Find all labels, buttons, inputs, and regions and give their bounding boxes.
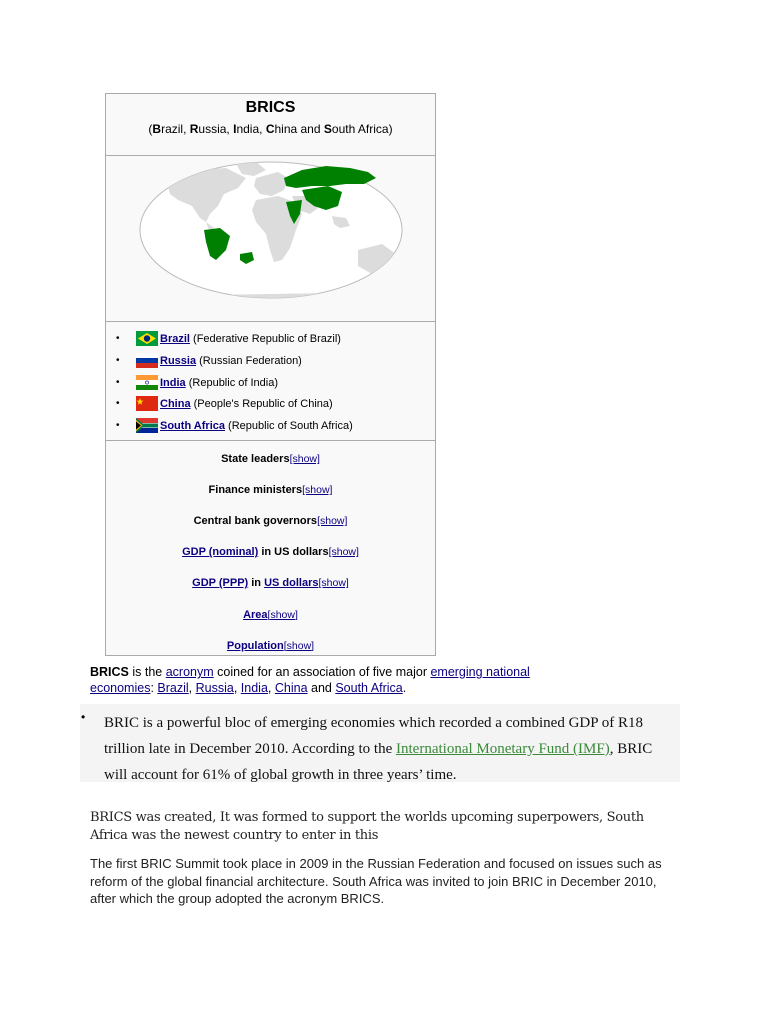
highlight-text-part: BRIC is a powerful bloc of emerging economies which recorded a combined GDP of R18 trillion late in December 2010. According to the	[104, 715, 644, 757]
subtitle-part: I	[233, 122, 237, 136]
collapsible-row	[106, 639, 435, 653]
subtitle-part: ndia,	[236, 122, 266, 136]
brazil-flag-icon	[136, 331, 158, 346]
member-description: (Republic of India)	[185, 376, 278, 389]
intro-text: :	[150, 680, 158, 695]
row-link[interactable]: Population	[226, 639, 284, 652]
subtitle-part: hina and	[274, 122, 324, 136]
row-label: in US dollars	[258, 546, 329, 559]
infobox-subtitle	[106, 122, 435, 136]
subtitle-part: B	[152, 122, 162, 136]
intro-text: .	[402, 680, 407, 695]
intro-bold-term: BRICS	[90, 665, 129, 679]
link-acronym[interactable]: acronym	[165, 665, 214, 679]
show-toggle[interactable]: [show]	[283, 639, 315, 652]
link-emerging-national[interactable]: emerging national	[430, 665, 530, 679]
member-entry	[160, 394, 333, 414]
row-label: Finance ministers	[208, 484, 303, 497]
intro-text: is the	[128, 665, 166, 679]
member-description: (Russian Federation)	[196, 354, 302, 367]
intro-paragraph: BRICS is the acronym coined for an association of five major emerging national economies: Brazil, Russia, India, China and South Africa.	[90, 665, 530, 695]
paragraph-created: BRICS was created, It was formed to support the worlds upcoming superpowers, South Africa was the newest country to enter in this	[90, 810, 644, 843]
highlight-text-part: , BRIC will account for 61% of global growth in three years’ time.	[104, 741, 653, 783]
subtitle-part: razil,	[161, 122, 190, 136]
row-label: in	[248, 577, 265, 590]
russia-flag-icon	[136, 353, 158, 368]
collapsible-row	[106, 514, 435, 528]
collapsible-row	[106, 608, 435, 622]
member-description: (Federative Republic of Brazil)	[189, 333, 341, 345]
row-link[interactable]: Area	[243, 608, 268, 621]
show-toggle[interactable]: [show]	[317, 515, 348, 528]
member-entry	[160, 373, 278, 393]
link-china[interactable]: China	[274, 680, 308, 695]
show-toggle[interactable]: [show]	[328, 546, 359, 559]
member-description: (People's Republic of China)	[190, 398, 333, 411]
intro-text: and	[307, 680, 336, 695]
infobox-header	[106, 94, 435, 156]
link-brazil[interactable]: Brazil	[157, 680, 189, 695]
show-toggle[interactable]: [show]	[267, 608, 298, 621]
collapsible-row	[106, 483, 435, 497]
row-link[interactable]: US dollars	[264, 577, 319, 590]
india-flag-icon	[136, 375, 158, 390]
member-link[interactable]: Russia	[160, 354, 197, 367]
member-description: (Republic of South Africa)	[225, 420, 353, 433]
subtitle-part: C	[265, 122, 275, 136]
link-india[interactable]: India	[240, 680, 268, 695]
subtitle-part: ussia,	[198, 122, 234, 136]
intro-text: coined for an association of five major	[213, 665, 431, 679]
link-russia[interactable]: Russia	[195, 680, 234, 695]
link-economies[interactable]: economies	[90, 680, 151, 695]
subtitle-part: outh Africa)	[331, 122, 393, 136]
member-link[interactable]: Brazil	[160, 333, 190, 345]
bullet: •	[116, 333, 120, 344]
member-entry	[160, 416, 353, 436]
show-toggle[interactable]: [show]	[318, 577, 349, 590]
row-label: Central bank governors	[193, 515, 318, 528]
member-entry	[160, 329, 341, 349]
highlight-text	[104, 710, 669, 788]
link-south-africa[interactable]: South Africa	[335, 680, 403, 695]
subtitle-part: S	[323, 122, 332, 136]
row-link[interactable]: GDP (PPP)	[192, 577, 249, 590]
south-africa-flag-icon	[136, 418, 158, 433]
collapsible-row	[106, 576, 435, 590]
collapsible-row	[106, 452, 435, 466]
bullet: •	[116, 376, 120, 388]
member-list	[106, 322, 435, 441]
show-toggle[interactable]: [show]	[289, 453, 320, 465]
link-imf[interactable]: International Monetary Fund (IMF)	[396, 741, 610, 757]
world-map-image	[106, 156, 435, 321]
bullet: •	[81, 710, 86, 724]
world-map	[106, 156, 435, 322]
subtitle-part: R	[189, 122, 199, 136]
infobox-title: BRICS	[245, 99, 296, 116]
row-label: State leaders	[221, 453, 290, 465]
bullet: •	[116, 398, 120, 410]
member-link[interactable]: India	[160, 376, 186, 389]
paragraph-summit: The first BRIC Summit took place in 2009 in the Russian Federation and focused on issues such as reform of the global financial architecture. South Africa was invited to join BRIC in December 2010, after which the group adopted the acronym BRICS.	[90, 856, 662, 906]
china-flag-icon	[136, 396, 158, 411]
brics-infobox	[105, 93, 436, 656]
row-link[interactable]: GDP (nominal)	[182, 546, 259, 559]
bullet: •	[116, 354, 120, 366]
bullet: •	[116, 420, 120, 432]
subtitle-part: (	[148, 122, 153, 136]
show-toggle[interactable]: [show]	[302, 484, 333, 497]
member-link[interactable]: South Africa	[160, 420, 225, 433]
highlight-block	[80, 704, 680, 782]
member-link[interactable]: China	[160, 398, 191, 411]
member-entry	[160, 351, 302, 371]
collapsible-row	[106, 545, 435, 559]
